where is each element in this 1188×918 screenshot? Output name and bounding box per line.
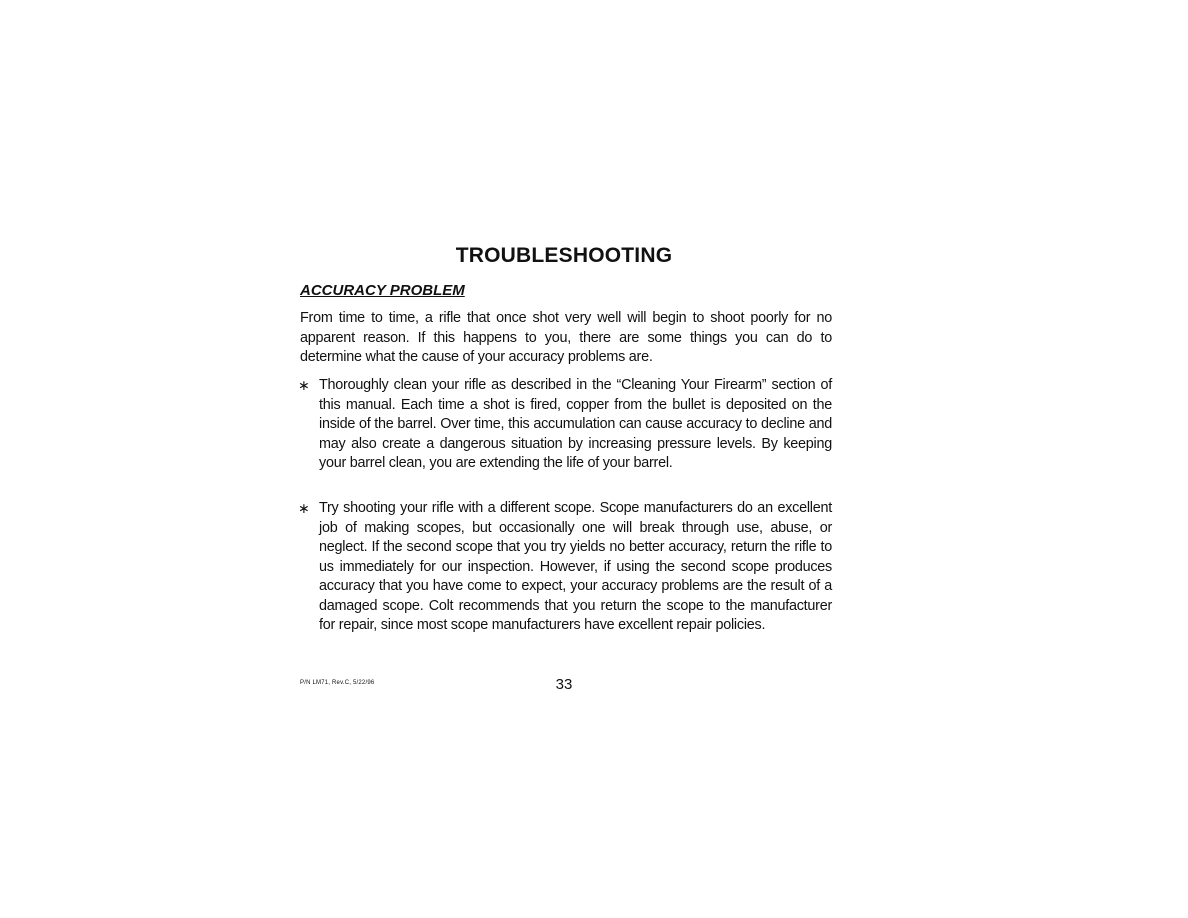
bullet-text: Try shooting your rifle with a different scope. Scope manufacturers do an excellent job of making scopes, but occasionally one will break through use, abuse, or neglect. If the second scope that you try yields no better accuracy, return the rifle to us immediately for our inspection. However, if using the second scope produces accuracy that you have come to expect, your accuracy problems are the result of a damaged scope. Colt recommends that you return the scope to the manufacturer for repair, since most scope manufacturers have excellent repair policies.	[319, 500, 832, 633]
asterisk-bullet-icon: ∗	[298, 377, 310, 393]
bullet-text: Thoroughly clean your rifle as described in the “Cleaning Your Firearm” section of this manual. Each time a shot is fired, copper from the bullet is deposited on the inside of the barrel. Over time, this accumulation can cause accuracy to decline and may also create a dangerous situation by increasing pressure levels. By keeping your barrel clean, you are extending the life of your barrel.	[319, 377, 832, 471]
asterisk-bullet-icon: ∗	[298, 500, 310, 516]
intro-paragraph: From time to time, a rifle that once shot very well will begin to shoot poorly for no apparent reason. If this happens to you, there are some things you can do to determine what the cause of your accuracy problems are.	[300, 310, 832, 365]
page-title: TROUBLESHOOTING	[455, 244, 673, 267]
section-heading: ACCURACY PROBLEM	[300, 282, 465, 299]
part-number-footer: P/N LM71, Rev.C, 5/22/96	[300, 680, 375, 686]
page-number: 33	[555, 676, 573, 693]
